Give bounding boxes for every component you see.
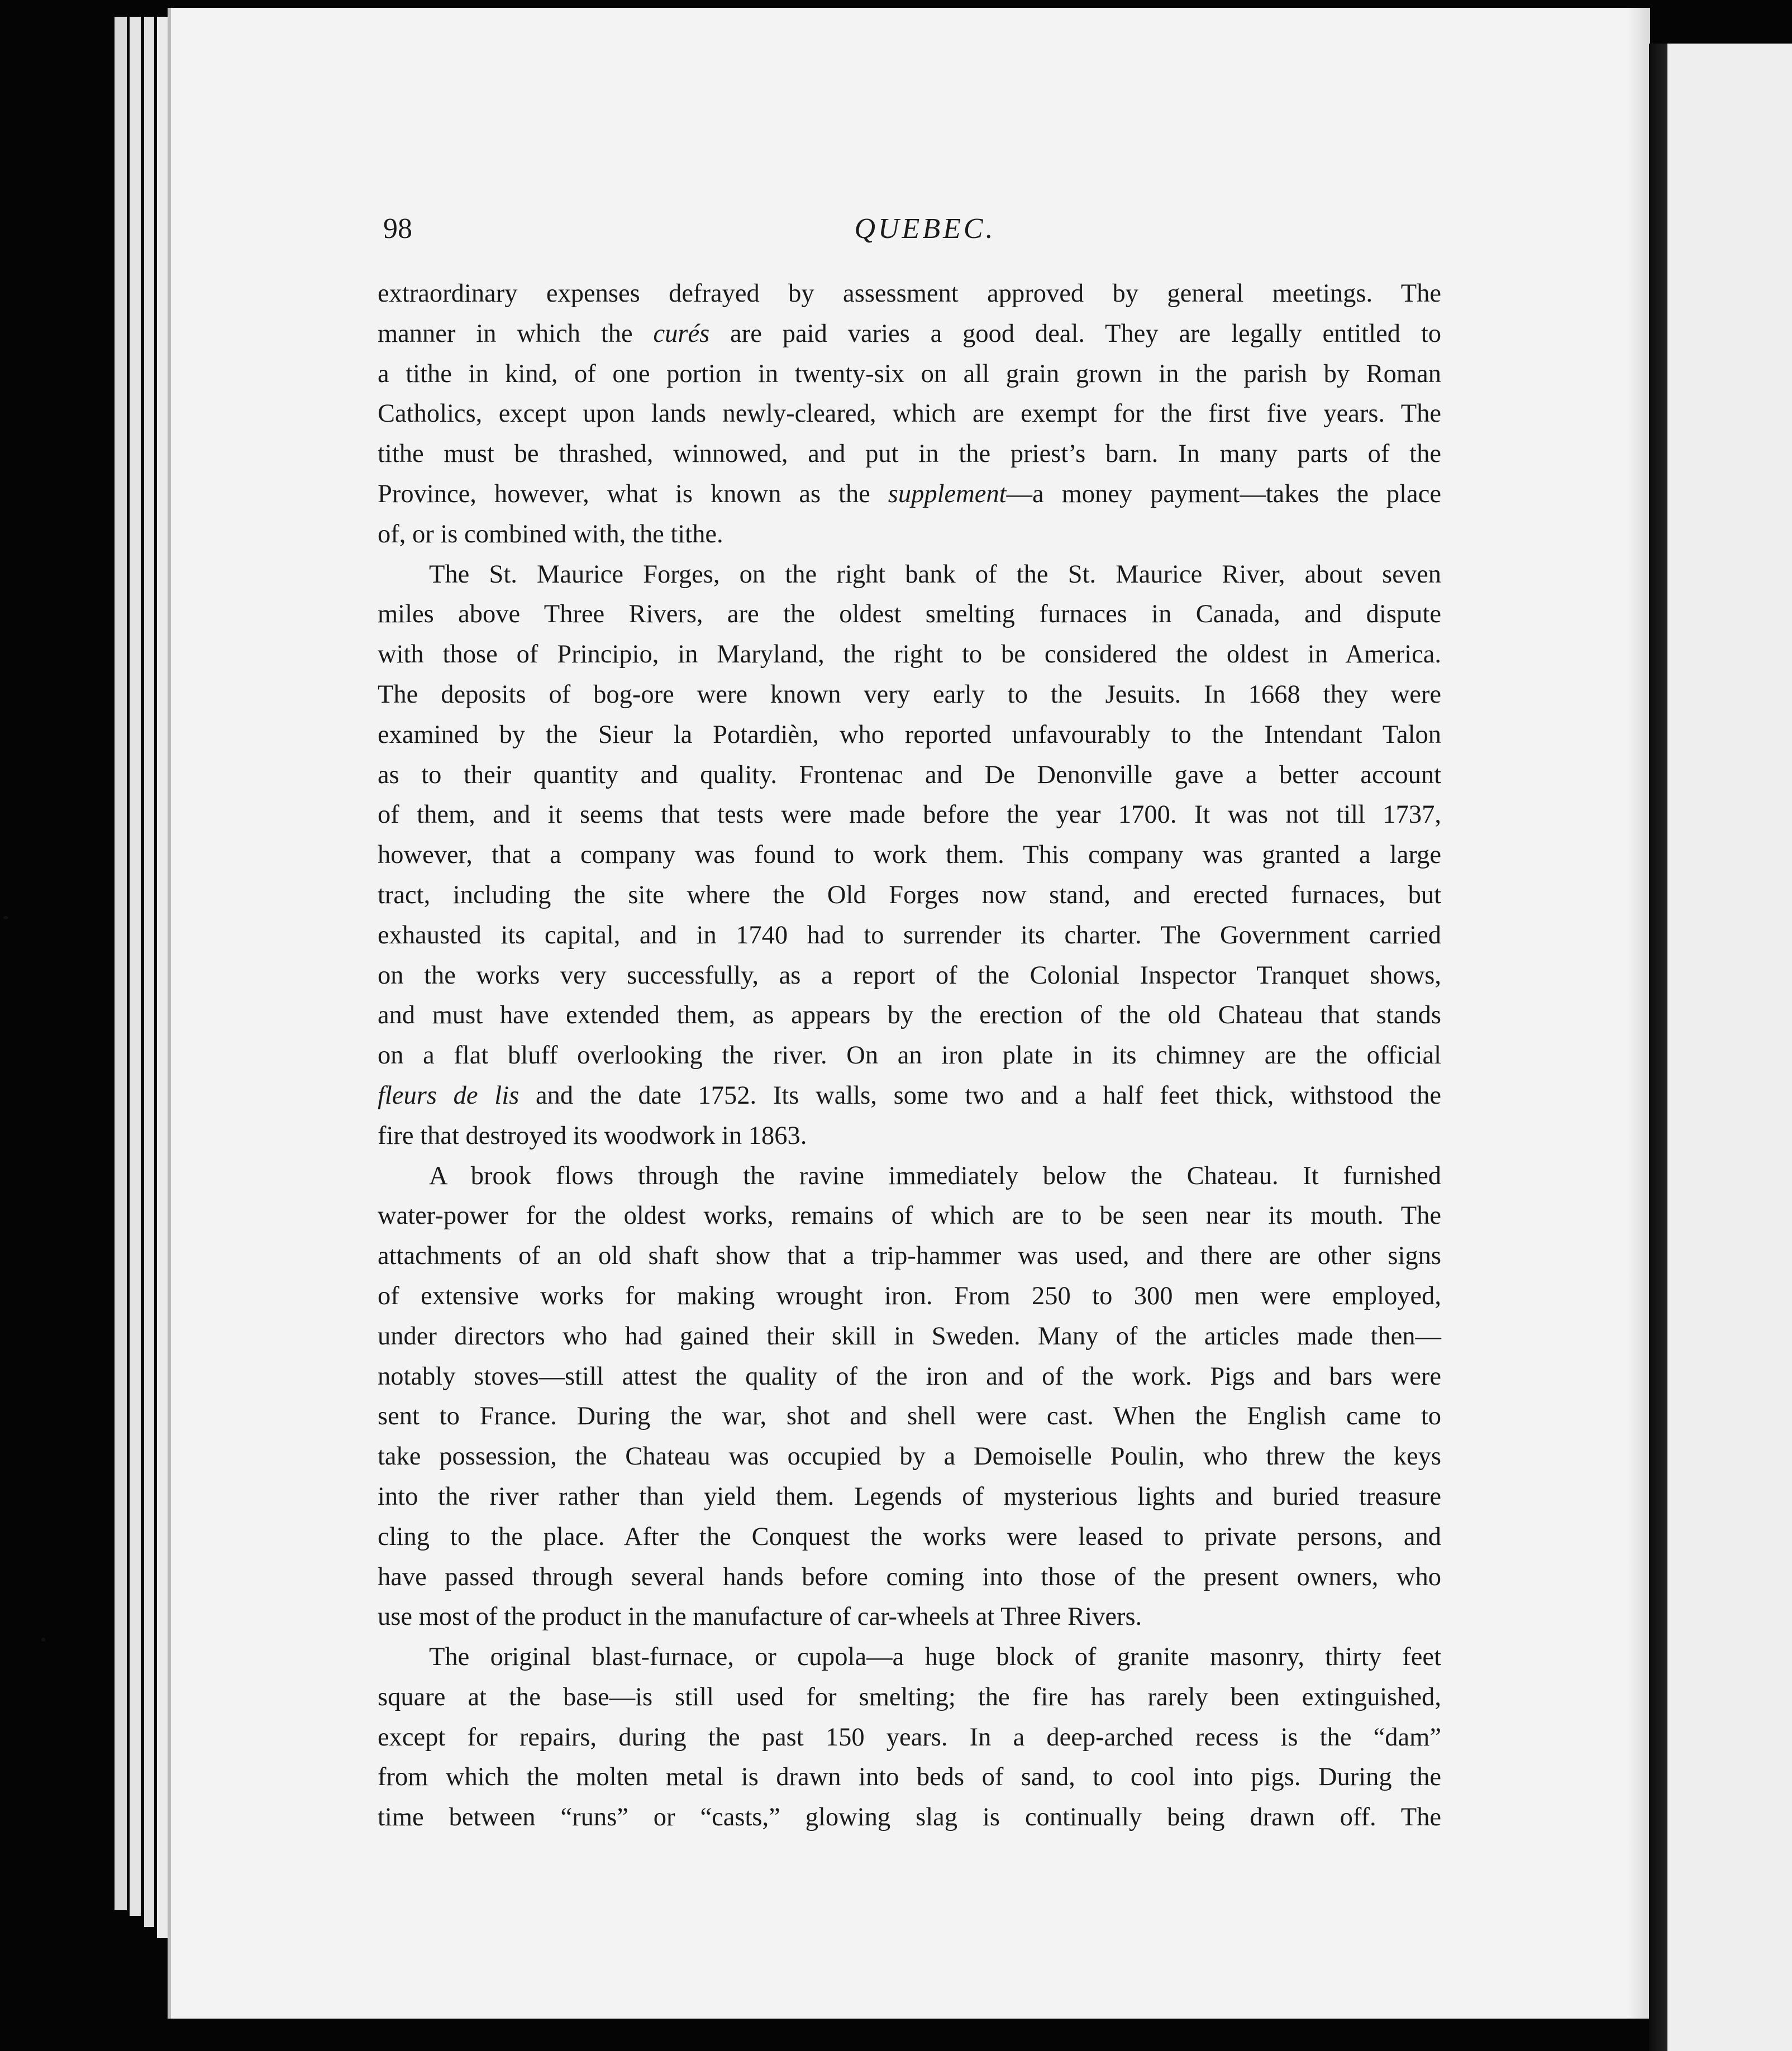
text-line: as to their quantity and quality. Frontenac and De Denonville gave a better account <box>378 760 1441 789</box>
text-line: a tithe in kind, of one portion in twenty-six on all grain grown in the parish by Roman <box>378 359 1441 388</box>
page-edge <box>144 17 154 1927</box>
text-line: time between “runs” or “casts,” glowing slag is continually being drawn off. The <box>378 1803 1441 1832</box>
text-line: Province, however, what is known as the supplement—a money payment—takes the place <box>378 479 1441 508</box>
italic-term: curés <box>653 319 710 348</box>
text-line: miles above Three Rivers, are the oldest smelting furnaces in Canada, and dispute <box>378 600 1441 629</box>
italic-term: supplement <box>888 479 1007 508</box>
running-title: QUEBEC. <box>854 213 996 245</box>
text-line: and must have extended them, as appears by the erection of the old Chateau that stands <box>378 1001 1441 1030</box>
page-edge <box>130 17 141 1916</box>
text-line: however, that a company was found to work them. This company was granted a large <box>378 841 1441 870</box>
text-line: tract, including the site where the Old Forges now stand, and erected furnaces, but <box>378 880 1441 909</box>
text-line: of extensive works for making wrought iron. From 250 to 300 men were employed, <box>378 1281 1441 1310</box>
text-line: fire that destroyed its woodwork in 1863. <box>378 1121 807 1150</box>
text-line: on the works very successfully, as a report of the Colonial Inspector Tranquet shows, <box>378 961 1441 990</box>
text-line: under directors who had gained their skill in Sweden. Many of the articles made then— <box>378 1322 1441 1351</box>
text-line: The St. Maurice Forges, on the right bank of the St. Maurice River, about seven <box>429 560 1441 589</box>
text-line: extraordinary expenses defrayed by assessment approved by general meetings. The <box>378 279 1441 308</box>
text-line: of, or is combined with, the tithe. <box>378 519 723 548</box>
text-line: take possession, the Chateau was occupied by a Demoiselle Poulin, who threw the keys <box>378 1442 1441 1471</box>
text-line: The original blast-furnace, or cupola—a huge block of granite masonry, thirty feet <box>429 1643 1441 1672</box>
text-line: except for repairs, during the past 150 years. In a deep-arched recess is the “dam” <box>378 1723 1441 1752</box>
text-line: manner in which the curés are paid varies a good deal. They are legally entitled to <box>378 319 1441 348</box>
text-line: fleurs de lis and the date 1752. Its walls, some two and a half feet thick, withstood the <box>378 1081 1441 1110</box>
text-line: on a flat bluff overlooking the river. On an iron plate in its chimney are the official <box>378 1041 1441 1070</box>
text-line: Catholics, except upon lands newly-cleared, which are exempt for the first five years. The <box>378 399 1441 428</box>
text-line: into the river rather than yield them. Legends of mysterious lights and buried treasure <box>378 1482 1441 1511</box>
running-head <box>383 208 1445 252</box>
italic-term: fleurs de lis <box>378 1081 520 1110</box>
scan-speck <box>41 1638 45 1642</box>
text-line: from which the molten metal is drawn into beds of sand, to cool into pigs. During the <box>378 1763 1441 1792</box>
text-line: square at the base—is still used for smelting; the fire has rarely been extinguished, <box>378 1682 1441 1711</box>
text-line: of them, and it seems that tests were made before the year 1700. It was not till 1737, <box>378 800 1441 829</box>
page-number: 98 <box>383 213 412 245</box>
text-line: water-power for the oldest works, remains of which are to be seen near its mouth. The <box>378 1201 1441 1230</box>
paragraph <box>378 1637 1441 1838</box>
body-text <box>378 274 1441 1838</box>
text-line: tithe must be thrashed, winnowed, and put in the priest’s barn. In many parts of the <box>378 440 1441 469</box>
text-line: notably stoves—still attest the quality of the iron and of the work. Pigs and bars were <box>378 1362 1441 1391</box>
text-line: have passed through several hands before coming into those of the present owners, who <box>378 1562 1441 1591</box>
paragraph <box>378 555 1441 1156</box>
text-line: sent to France. During the war, shot and shell were cast. When the English came to <box>378 1402 1441 1431</box>
scan-speck <box>3 916 8 919</box>
text-line: cling to the place. After the Conquest the works were leased to private persons, and <box>378 1522 1441 1551</box>
text-line: A brook flows through the ravine immediately below the Chateau. It furnished <box>429 1161 1441 1190</box>
text-line: exhausted its capital, and in 1740 had to surrender its charter. The Government carried <box>378 920 1441 950</box>
text-line: with those of Principio, in Maryland, the right to be considered the oldest in America. <box>378 640 1441 669</box>
page-edge <box>115 17 127 1910</box>
text-line: examined by the Sieur la Potardièn, who reported unfavourably to the Intendant Talon <box>378 720 1441 749</box>
text-line: The deposits of bog-ore were known very early to the Jesuits. In 1668 they were <box>378 680 1441 709</box>
text-line: attachments of an old shaft show that a trip-hammer was used, and there are other signs <box>378 1242 1441 1271</box>
paragraph <box>378 1156 1441 1638</box>
facing-page <box>1667 44 1792 2051</box>
paragraph <box>378 274 1441 555</box>
text-line: use most of the product in the manufacture of car-wheels at Three Rivers. <box>378 1602 1142 1632</box>
